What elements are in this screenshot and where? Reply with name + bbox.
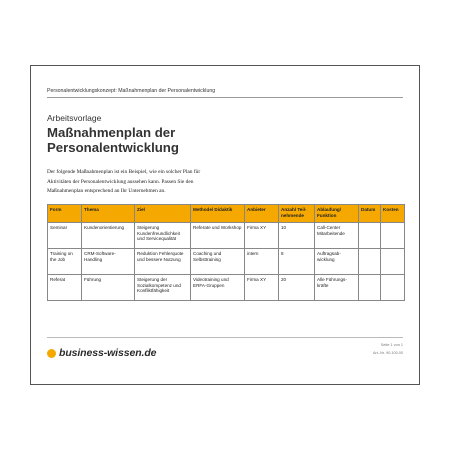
table-cell: 10 (279, 223, 315, 249)
page-number: Seite 1 von 1 (380, 343, 403, 347)
document-title (47, 125, 267, 155)
header-ziel: Ziel (135, 205, 191, 223)
document-eyebrow: Arbeitsvorlage (47, 113, 102, 123)
table-cell: Call-Center Mitarbeitende (315, 223, 359, 249)
table-cell: Auftragsab-wicklung (315, 249, 359, 275)
header-divider (47, 97, 403, 98)
table-cell: Steigerung Kundenfreundlichkeit und Servicequalität (135, 223, 191, 249)
table-cell: Reduktion Fehlerquote und bessere Nutzung (135, 249, 191, 275)
table-cell (359, 249, 381, 275)
table-cell: Training on the Job (48, 249, 82, 275)
brand-logo[interactable] (47, 347, 156, 359)
table-cell: Firma XY (245, 275, 279, 301)
table-cell: Coaching und Selbsttraining (191, 249, 245, 275)
table-cell (381, 249, 405, 275)
measures-table (47, 204, 405, 301)
table-cell (381, 275, 405, 301)
table-cell: 8 (279, 249, 315, 275)
table-cell: Firma XY (245, 223, 279, 249)
table-cell: CRM-Software-Handling (82, 249, 135, 275)
table-cell: Kundenorientierung (82, 223, 135, 249)
document-page (30, 65, 420, 385)
title-line: Maßnahmenplan der (47, 125, 176, 140)
table-cell: Referat (48, 275, 82, 301)
header-datum: Datum (359, 205, 381, 223)
running-header: Personalentwicklungskonzept: Maßnahmenplan der Personalentwicklung (47, 88, 216, 94)
title-line: Personalentwicklung (47, 140, 179, 155)
intro-line: Maßnahmenplan entsprechend an Ihr Unternehmen an. (47, 188, 166, 194)
intro-paragraph (47, 168, 247, 197)
logo-text: business-wissen.de (59, 347, 157, 359)
table-cell: intern (245, 249, 279, 275)
table-row (48, 275, 405, 301)
footer-divider (47, 337, 403, 338)
header-kosten: Kosten (381, 205, 405, 223)
header-funktion: Ablaufung/ Funktion (315, 205, 359, 223)
table-cell: Videotraining und ERFA-Gruppen (191, 275, 245, 301)
article-number: Art.-Nr. 90.100.00 (373, 351, 403, 355)
header-thema: Thema (82, 205, 135, 223)
table-cell: Führung (82, 275, 135, 301)
table-cell: Steigerung der Sozialkompetenz und Konfliktfähigkeit (135, 275, 191, 301)
logo-dot-icon (47, 349, 56, 358)
table-cell (359, 223, 381, 249)
table-cell (381, 223, 405, 249)
header-methode: Methode/ Didaktik (191, 205, 245, 223)
table-cell: 20 (279, 275, 315, 301)
table-cell: Referate und Workshop (191, 223, 245, 249)
header-teilnehmende: Anzahl Teil-nehmende (279, 205, 315, 223)
table-row (48, 223, 405, 249)
table-cell (359, 275, 381, 301)
table-cell: Seminar (48, 223, 82, 249)
table-row (48, 249, 405, 275)
table-header-row (48, 205, 405, 223)
table-cell: Alle Führungs-kräfte (315, 275, 359, 301)
header-form: Form (48, 205, 82, 223)
intro-line: Aktivitäten der Personalentwicklung aussehen kann. Passen Sie den (47, 178, 194, 185)
intro-line: Der folgende Maßnahmenplan ist ein Beispiel, wie ein solcher Plan für (47, 169, 201, 175)
header-anbieter: Anbieter (245, 205, 279, 223)
